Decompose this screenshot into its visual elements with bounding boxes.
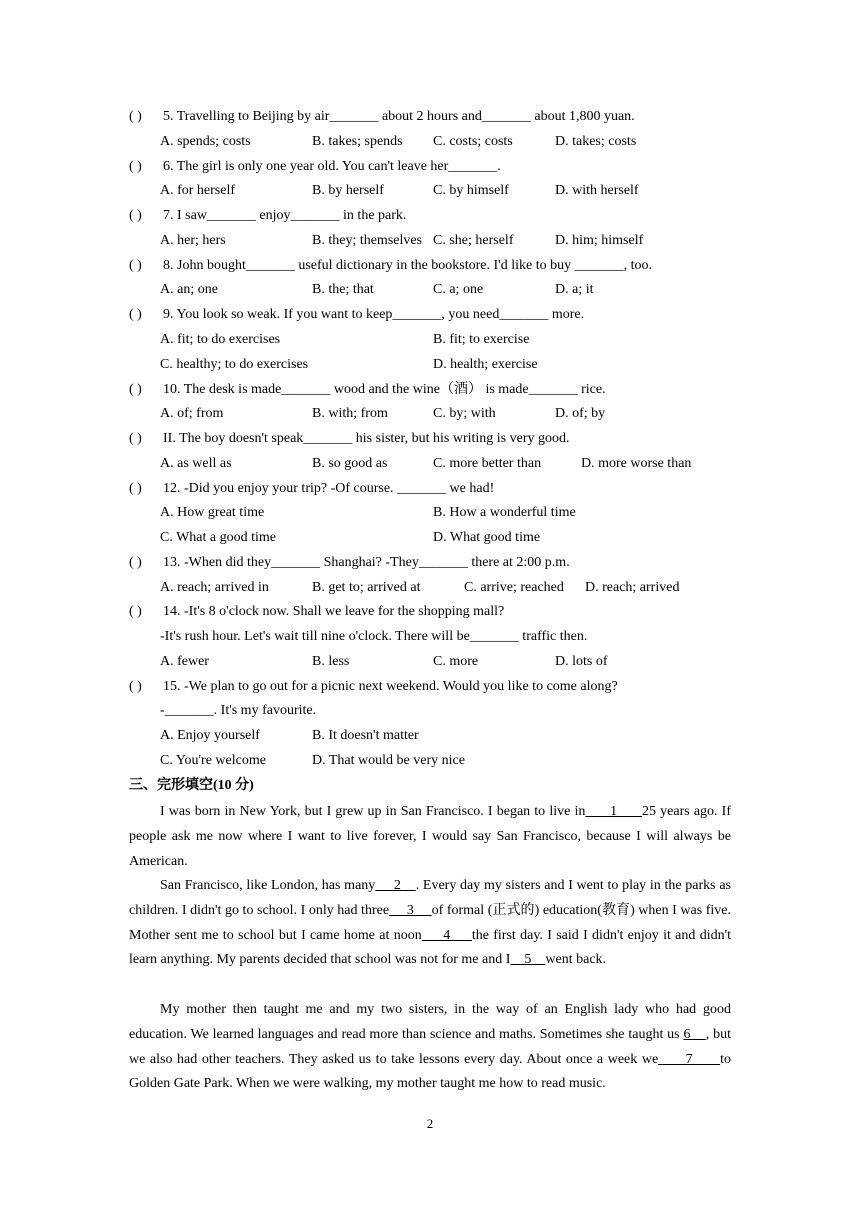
passage-text: , but we also had other teachers. They asked us to take lessons every day. About once a week we (129, 1026, 732, 1067)
page-number: 2 (426, 1116, 434, 1131)
option-b: B. they; themselves (312, 233, 423, 248)
passage-text: went back. (545, 952, 607, 968)
blank-4[interactable]: 4 (421, 927, 472, 943)
answer-bracket[interactable]: ( ) (129, 258, 142, 273)
option-a: A. How great time (160, 505, 265, 520)
option-d: D. a; it (555, 282, 594, 297)
option-d: D. health; exercise (433, 357, 538, 372)
answer-bracket[interactable]: ( ) (129, 307, 142, 322)
passage-text: My mother then taught me and my two sisters, in the way of an English lady who had good education. We learned languages and read more than science and maths. Sometimes she taught us (129, 1002, 731, 1042)
option-a: A. fit; to do exercises (160, 332, 281, 347)
question-continuation: -_______. It's my favourite. (160, 703, 317, 718)
option-b: B. with; from (312, 406, 388, 421)
option-c: C. You're welcome (160, 753, 266, 768)
answer-bracket[interactable]: ( ) (129, 208, 142, 223)
option-a: A. her; hers (160, 233, 226, 248)
blank-5[interactable]: 5 (510, 952, 546, 968)
option-c: C. more better than (433, 456, 542, 471)
section-title: 三、完形填空(10 分) (129, 778, 254, 793)
question-stem: 5. Travelling to Beijing by air_______ about 2 hours and_______ about 1,800 yuan. (163, 109, 635, 124)
option-c: C. she; herself (433, 233, 514, 248)
option-a: A. of; from (160, 406, 224, 421)
answer-bracket[interactable]: ( ) (129, 481, 142, 496)
option-d: D. more worse than (581, 456, 692, 471)
option-b: B. takes; spends (312, 134, 403, 149)
option-a: A. fewer (160, 654, 209, 669)
passage-text: to Golden Gate Park. When we were walking, my mother taught me how to read music. (129, 1051, 731, 1092)
option-a: A. Enjoy yourself (160, 728, 260, 743)
option-c: C. costs; costs (433, 134, 513, 149)
passage-paragraph-2 (129, 874, 731, 973)
option-b: B. by herself (312, 183, 384, 198)
question-stem: 8. John bought_______ useful dictionary in the bookstore. I'd like to buy _______, too. (163, 258, 652, 273)
answer-bracket[interactable]: ( ) (129, 679, 142, 694)
option-b: B. get to; arrived at (312, 580, 421, 595)
passage-paragraph-1 (129, 800, 731, 874)
option-a: A. an; one (160, 282, 218, 297)
question-stem: 15. -We plan to go out for a picnic next weekend. Would you like to come along? (163, 679, 618, 694)
passage-text: the first day. I said I didn't enjoy it and didn't learn anything. My parents decided that school was not for me and I (129, 927, 731, 968)
option-b: B. the; that (312, 282, 374, 297)
option-c: C. arrive; reached (464, 580, 564, 595)
question-stem: 14. -It's 8 o'clock now. Shall we leave for the shopping mall? (163, 604, 505, 619)
passage-text: San Francisco, like London, has many (160, 878, 376, 893)
option-d: D. takes; costs (555, 134, 637, 149)
blank-6[interactable]: 6 (683, 1026, 706, 1042)
option-b: B. fit; to exercise (433, 332, 530, 347)
option-d: D. That would be very nice (312, 753, 465, 768)
option-c: C. by; with (433, 406, 496, 421)
answer-bracket[interactable]: ( ) (129, 431, 142, 446)
option-d: D. him; himself (555, 233, 644, 248)
question-stem: 9. You look so weak. If you want to keep_______, you need_______ more. (163, 307, 585, 322)
answer-bracket[interactable]: ( ) (129, 109, 142, 124)
answer-bracket[interactable]: ( ) (129, 159, 142, 174)
option-c: C. by himself (433, 183, 509, 198)
blank-3[interactable]: 3 (389, 902, 432, 918)
answer-bracket[interactable]: ( ) (129, 382, 142, 397)
question-stem: 13. -When did they_______ Shanghai? -They_______ there at 2:00 p.m. (163, 555, 570, 570)
option-d: D. reach; arrived (585, 580, 680, 595)
question-stem: 12. -Did you enjoy your trip? -Of course. _______ we had! (163, 481, 495, 496)
option-d: D. What good time (433, 530, 541, 545)
blank-1[interactable]: 1 (585, 804, 643, 819)
option-d: D. of; by (555, 406, 606, 421)
option-d: D. with herself (555, 183, 639, 198)
blank-2[interactable]: 2 (375, 878, 416, 893)
option-b: B. It doesn't matter (312, 728, 419, 743)
option-c: C. What a good time (160, 530, 276, 545)
question-stem: 6. The girl is only one year old. You can't leave her_______. (163, 159, 501, 174)
option-c: C. healthy; to do exercises (160, 357, 309, 372)
answer-bracket[interactable]: ( ) (129, 604, 142, 619)
passage-text: 25 years ago. If people ask me now where I want to live forever, I would say San Francisco, because I will always be American. (129, 804, 732, 869)
question-stem: II. The boy doesn't speak_______ his sister, but his writing is very good. (163, 431, 570, 446)
question-stem: 10. The desk is made_______ wood and the wine（酒） is made_______ rice. (163, 382, 606, 397)
option-a: A. for herself (160, 183, 236, 198)
option-c: C. more (433, 654, 479, 669)
blank-7[interactable]: 7 (658, 1051, 721, 1067)
question-stem: 7. I saw_______ enjoy_______ in the park. (163, 208, 407, 223)
option-b: B. less (312, 654, 350, 669)
passage-text: I was born in New York, but I grew up in San Francisco. I began to live in (160, 804, 586, 819)
option-c: C. a; one (433, 282, 484, 297)
option-a: A. as well as (160, 456, 232, 471)
question-continuation: -It's rush hour. Let's wait till nine o'clock. There will be_______ traffic then. (160, 629, 588, 644)
answer-bracket[interactable]: ( ) (129, 555, 142, 570)
passage-text: . Every day my sisters and I went to play in the parks as children. I didn't go to school. I only had three (129, 878, 732, 918)
option-a: A. reach; arrived in (160, 580, 269, 595)
passage-text: of formal (正式的) education(教育) when I was five. Mother sent me to school but I came home at noon (129, 902, 732, 943)
option-b: B. so good as (312, 456, 388, 471)
option-d: D. lots of (555, 654, 608, 669)
passage-paragraph-3 (129, 998, 731, 1097)
option-b: B. How a wonderful time (433, 505, 576, 520)
option-a: A. spends; costs (160, 134, 251, 149)
